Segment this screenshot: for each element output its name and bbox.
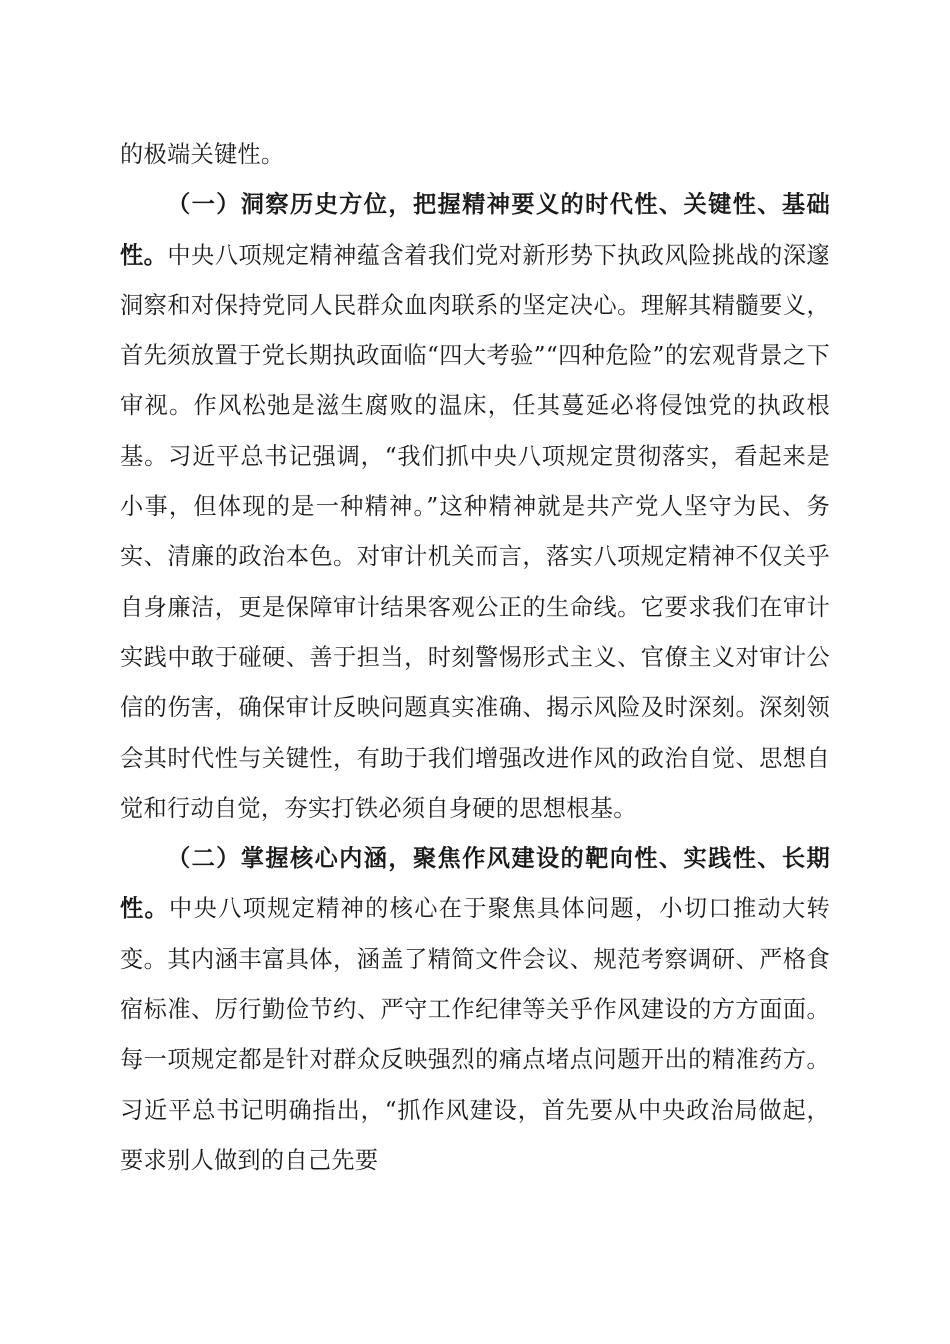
paragraph-section-2 [120,834,830,1186]
paragraph-section-1 [120,180,830,834]
section-heading: （一）洞察历史方位，把握精神要义的时代性、关键性、基础性。 [120,191,830,269]
paragraph-continuation [120,130,830,180]
paragraph-text: 中央八项规定精神的核心在于聚焦具体问题，小切口推动大转变。其内涵丰富具体，涵盖了精简文件会议、规范考察调研、严格食宿标准、厉行勤俭节约、严守工作纪律等关乎作风建设的方方面面。每一项规定都是针对群众反映强烈的痛点堵点问题开出的精准药方。习近平总书记明确指出，“抓作风建设，首先要从中央政治局做起，要求别人做到的自己先要 [120,895,830,1174]
paragraph-text: 的极端关键性。 [120,141,285,168]
paragraph-text: 中央八项规定精神蕴含着我们党对新形势下执政风险挑战的深邃洞察和对保持党同人民群众血肉联系的坚定决心。理解其精髓要义，首先须放置于党长期执政面临“四大考验”“四种危险”的宏观背景之下审视。作风松弛是滋生腐败的温床，任其蔓延必将侵蚀党的执政根基。习近平总书记强调，“我们抓中央八项规定贯彻落实，看起来是小事，但体现的是一种精神。”这种精神就是共产党人坚守为民、务实、清廉的政治本色。对审计机关而言，落实八项规定精神不仅关乎自身廉洁，更是保障审计结果客观公正的生命线。它要求我们在审计实践中敢于碰硬、善于担当，时刻警惕形式主义、官僚主义对审计公信的伤害，确保审计反映问题真实准确、揭示风险及时深刻。深刻领会其时代性与关键性，有助于我们增强改进作风的政治自觉、思想自觉和行动自觉，夯实打铁必须自身硬的思想根基。 [120,241,830,822]
section-heading: （二）掌握核心内涵，聚焦作风建设的靶向性、实践性、长期性。 [120,845,830,923]
document-body [120,130,830,1186]
